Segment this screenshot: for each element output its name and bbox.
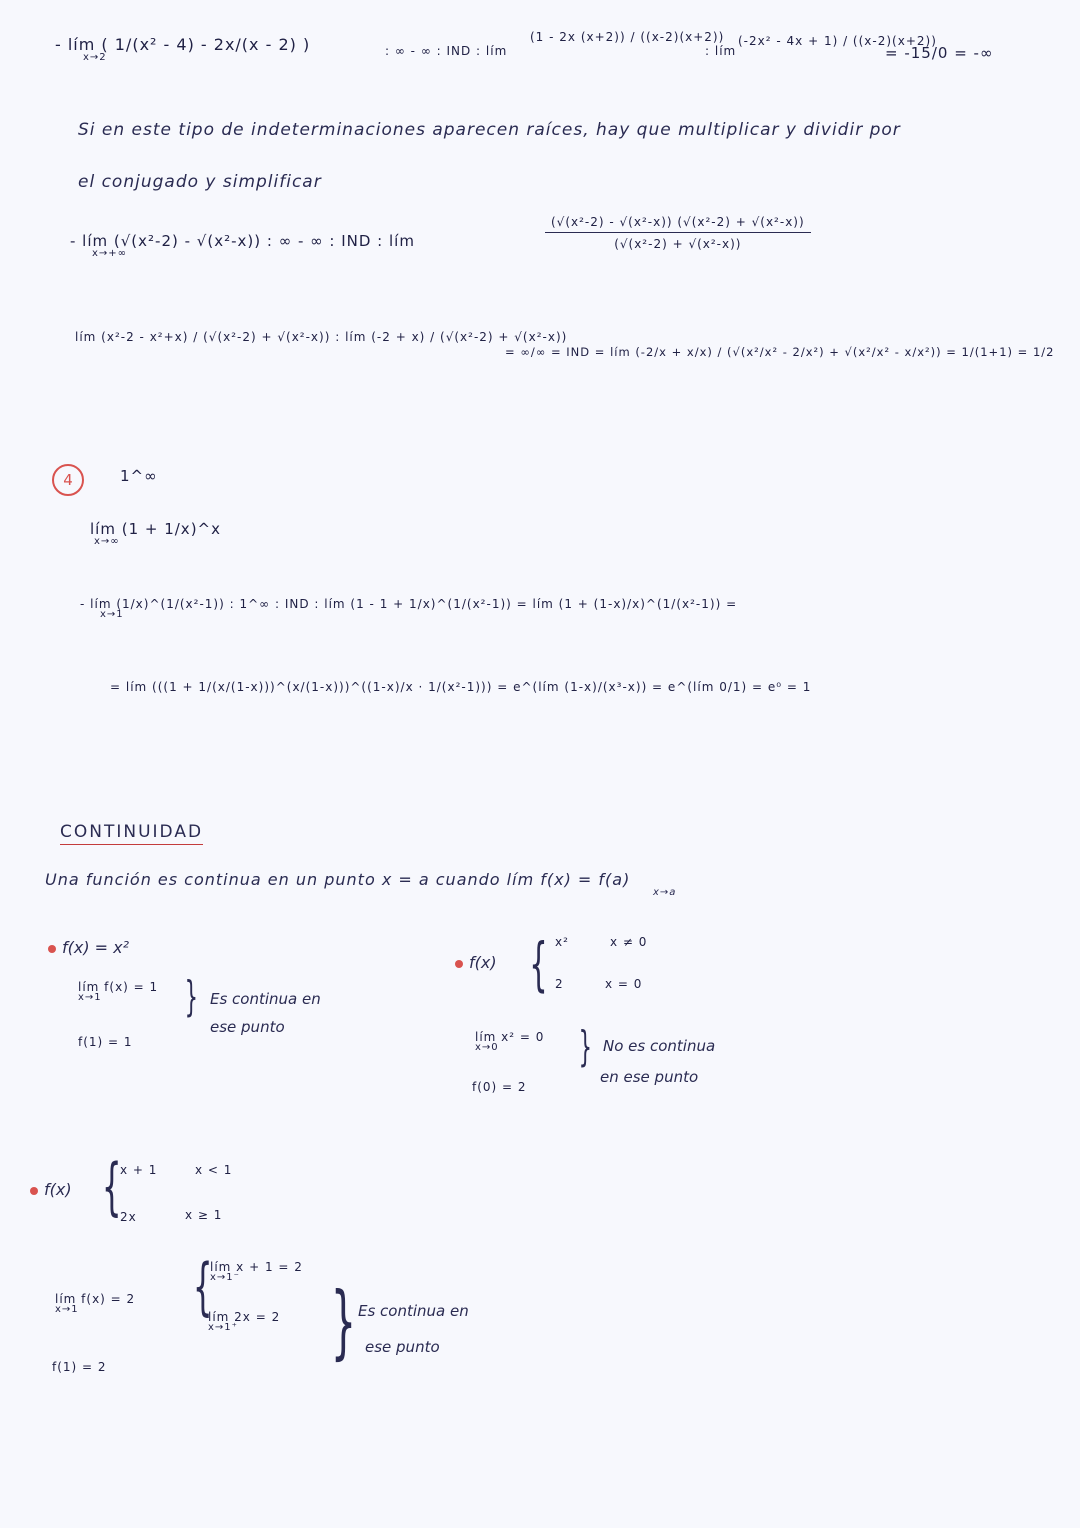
limit-1-result: = -15/0 = -∞	[885, 44, 994, 62]
example-c-limit: lím f(x) = 2 x→1	[55, 1292, 136, 1315]
bullet-icon	[30, 1187, 38, 1195]
limit-2-numerator: (√(x²-2) - √(x²-x)) (√(x²-2) + √(x²-x))	[545, 215, 811, 233]
section-4-example-line-2: = lím (((1 + 1/(x/(1-x)))^(x/(1-x)))^((1-x)/x · 1/(x²-1))) = e^(lím (1-x)/(x³-x)) = e^(lím 0/1) = e⁰ = 1	[110, 680, 812, 694]
example-a-conclusion-1: Es continua en	[210, 990, 321, 1008]
section-4-indeterminate-form: 1^∞	[120, 467, 158, 485]
limit-2-conjugate-fraction	[545, 215, 811, 251]
example-b-case-1: x²	[555, 935, 569, 949]
limit-1-step-1: : ∞ - ∞ : IND : lím	[385, 44, 508, 58]
example-b-case-2: 2	[555, 977, 564, 991]
example-c-value: f(1) = 2	[52, 1360, 107, 1374]
example-b-conclusion-1: No es continua	[603, 1037, 716, 1055]
example-a-conclusion-2: ese punto	[210, 1018, 285, 1036]
example-c-conclusion-1: Es continua en	[358, 1302, 469, 1320]
example-c-left-limit-subscript: x→1⁻	[210, 1272, 240, 1283]
example-c-condition-2: x ≥ 1	[185, 1208, 223, 1222]
section-4-example-subscript: x→1	[100, 609, 124, 620]
bullet-icon	[48, 945, 56, 953]
example-a-limit: lím f(x) = 1 x→1	[78, 980, 159, 1003]
continuity-definition: Una función es continua en un punto x = a cuando lím f(x) = f(a) x→a	[45, 870, 677, 898]
example-b-limit-subscript: x→0	[475, 1042, 499, 1053]
limit-1-fraction-1: (1 - 2x (x+2)) / ((x-2)(x+2))	[530, 30, 725, 44]
limit-2-row-2: lím (x²-2 - x²+x) / (√(x²-2) + √(x²-x)) : lím (-2 + x) / (√(x²-2) + √(x²-x))	[75, 330, 568, 344]
example-b-conclusion-2: en ese punto	[600, 1068, 699, 1086]
limit-1-step-2: : lím	[705, 44, 737, 58]
example-a-function: f(x) = x²	[48, 938, 129, 957]
example-c-case-2: 2x	[120, 1210, 137, 1224]
example-c-function: f(x)	[30, 1180, 72, 1199]
example-c-case-1: x + 1	[120, 1163, 158, 1177]
section-4-definition: lím (1 + 1/x)^x x→∞	[90, 520, 221, 547]
section-4-definition-subscript: x→∞	[94, 536, 120, 547]
limit-2-denominator: (√(x²-2) + √(x²-x))	[614, 237, 742, 251]
example-b-limit: lím x² = 0 x→0	[475, 1030, 545, 1053]
example-b-condition-2: x = 0	[605, 977, 643, 991]
limit-2-expression: - lím (√(x²-2) - √(x²-x)) : ∞ - ∞ : IND : lím x→+∞	[70, 232, 415, 259]
section-title-continuidad: CONTINUIDAD	[60, 822, 203, 842]
example-b-function: f(x)	[455, 953, 497, 972]
note-conjugate-line-2: el conjugado y simplificar	[78, 172, 322, 192]
example-c-right-limit: lím 2x = 2 x→1⁺	[208, 1310, 281, 1333]
example-c-limit-subscript: x→1	[55, 1304, 79, 1315]
example-b-brace: {	[529, 930, 548, 998]
example-a-limit-subscript: x→1	[78, 992, 102, 1003]
example-b-value: f(0) = 2	[472, 1080, 527, 1094]
example-c-left-limit: lím x + 1 = 2 x→1⁻	[210, 1260, 303, 1283]
limit-2-row-3: = ∞/∞ = IND = lím (-2/x + x/x) / (√(x²/x² - 2/x²) + √(x²/x² - x/x²)) = 1/(1+1) = 1/2	[505, 345, 1055, 359]
limit-1-subscript: x→2	[83, 52, 107, 63]
example-c-brace: {	[101, 1150, 122, 1223]
example-b-condition-1: x ≠ 0	[610, 935, 648, 949]
example-c-condition-1: x < 1	[195, 1163, 233, 1177]
continuity-definition-subscript: x→a	[653, 887, 677, 898]
bullet-icon	[455, 960, 463, 968]
example-c-right-limit-subscript: x→1⁺	[208, 1322, 238, 1333]
limit-1-fraction-2: (-2x² - 4x + 1) / ((x-2)(x+2))	[738, 34, 937, 48]
example-c-conclusion-2: ese punto	[365, 1338, 440, 1356]
example-a-brace: }	[184, 972, 199, 1021]
note-conjugate-line-1: Si en este tipo de indeterminaciones aparecen raíces, hay que multiplicar y dividir por	[78, 120, 901, 140]
example-a-value: f(1) = 1	[78, 1035, 133, 1049]
section-number-badge: 4	[52, 464, 84, 496]
section-4-example-line-1: - lím (1/x)^(1/(x²-1)) : 1^∞ : IND : lím (1 - 1 + 1/x)^(1/(x²-1)) = lím (1 + (1-x)/x)^(1/(x²-1)) = x→1	[80, 597, 738, 620]
example-c-side-limits-brace: {	[192, 1250, 213, 1323]
limit-2-subscript: x→+∞	[92, 248, 128, 259]
example-b-result-brace: }	[578, 1022, 593, 1071]
limit-1-expression: - lím ( 1/(x² - 4) - 2x/(x - 2) ) x→2	[55, 35, 311, 63]
example-c-result-brace: }	[330, 1275, 357, 1368]
